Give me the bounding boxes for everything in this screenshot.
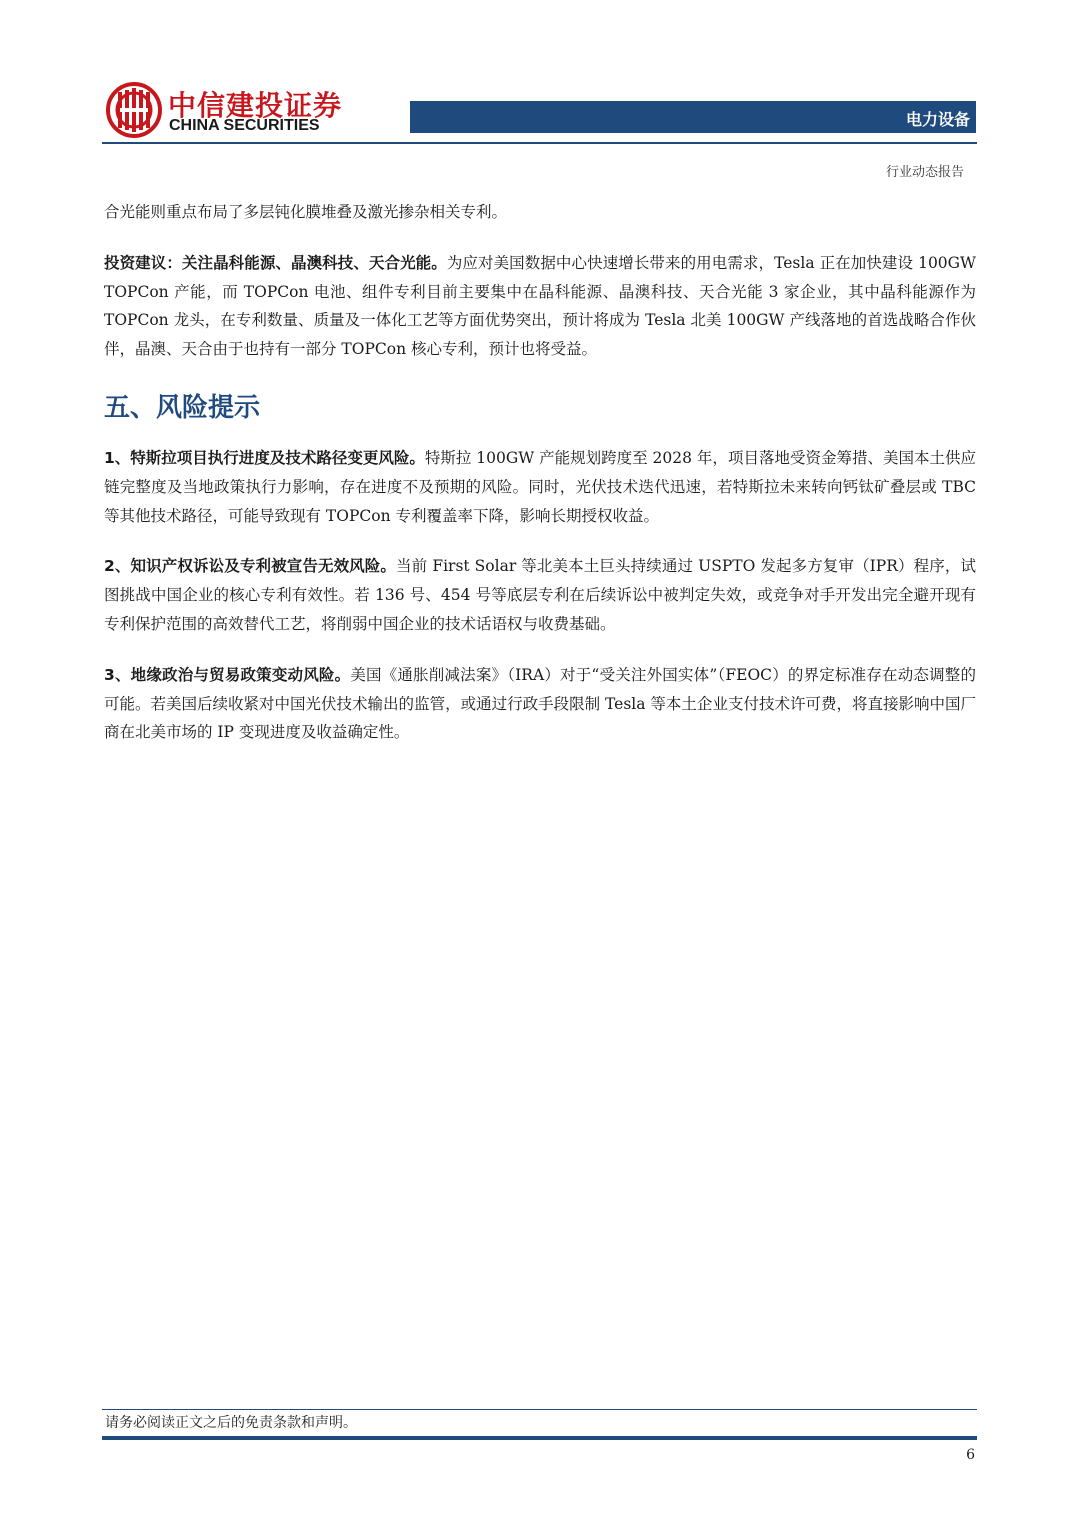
section-title: 五、风险提示	[104, 392, 261, 423]
page-number: 6	[966, 1447, 975, 1463]
investment-lead: 投资建议：关注晶科能源、晶澳科技、天合光能。	[104, 253, 447, 272]
footer-divider-top	[102, 1409, 977, 1410]
header-band	[410, 101, 976, 133]
logo-text-en: CHINA SECURITIES	[169, 117, 320, 134]
intro-paragraph: 合光能则重点布局了多层钝化膜堆叠及激光掺杂相关专利。	[104, 203, 508, 221]
risk-paragraph-2	[104, 552, 976, 638]
risk-text: 当前 First Solar 等北美本土巨头持续通过 USPTO 发起多方复审（IPR）程序，试图挑战中国企业的核心专利有效性。若 136 号、454 号等底层专利在后续诉讼中被判定失效，或竞争对手开发出完全避开现有专利保护范围的高效替代工艺，将削弱中国企业的技术话语权与收费基础。	[104, 557, 976, 633]
risk-text: 美国《通胀削减法案》（IRA）对于“受关注外国实体”（FEOC）的界定标准存在动态调整的可能。若美国后续收紧对中国光伏技术输出的监管，或通过行政手段限制 Tesla 等本土企业支付技术许可费，将直接影响中国厂商在北美市场的 IP 变现进度及收益确定性。	[104, 665, 976, 742]
risk-text: 特斯拉 100GW 产能规划跨度至 2028 年，项目落地受资金筹措、美国本土供应链完整度及当地政策执行力影响，存在进度不及预期的风险。同时，光伏技术迭代迅速，若特斯拉未来转向钙钛矿叠层或 TBC 等其他技术路径，可能导致现有 TOPCon 专利覆盖率下降，影响长期授权收益。	[104, 448, 976, 525]
risk-paragraph-1	[104, 444, 976, 530]
citic-logo-icon	[106, 82, 162, 138]
logo-mark	[106, 82, 162, 138]
investment-text: 为应对美国数据中心快速增长带来的用电需求，Tesla 正在加快建设 100GW TOPCon 产能，而 TOPCon 电池、组件专利目前主要集中在晶科能源、晶澳科技、天合光能 3 家企业，其中晶科能源作为 TOPCon 龙头，在专利数量、质量及一体化工艺等方面优势突出，预计将成为 Tesla 北美 100GW 产线落地的首选战略合作伙伴，晶澳、天合由于也持有一部分 TOPCon 核心专利，预计也将受益。	[104, 253, 976, 359]
header-divider	[102, 142, 977, 144]
sector-label: 电力设备	[905, 110, 970, 129]
risk-lead: 3、地缘政治与贸易政策变动风险。	[104, 665, 351, 684]
risk-paragraph-3	[104, 661, 976, 747]
main-content	[104, 198, 976, 769]
disclaimer-text: 请务必阅读正文之后的免责条款和声明。	[105, 1415, 357, 1431]
footer-divider-bottom	[102, 1436, 977, 1440]
risk-lead: 1、特斯拉项目执行进度及技术路径变更风险。	[104, 448, 425, 467]
logo-text-cn: 中信建投证券	[168, 89, 343, 122]
risk-lead: 2、知识产权诉讼及专利被宣告无效风险。	[104, 557, 397, 576]
report-type-label: 行业动态报告	[885, 165, 964, 180]
investment-paragraph	[104, 249, 976, 364]
